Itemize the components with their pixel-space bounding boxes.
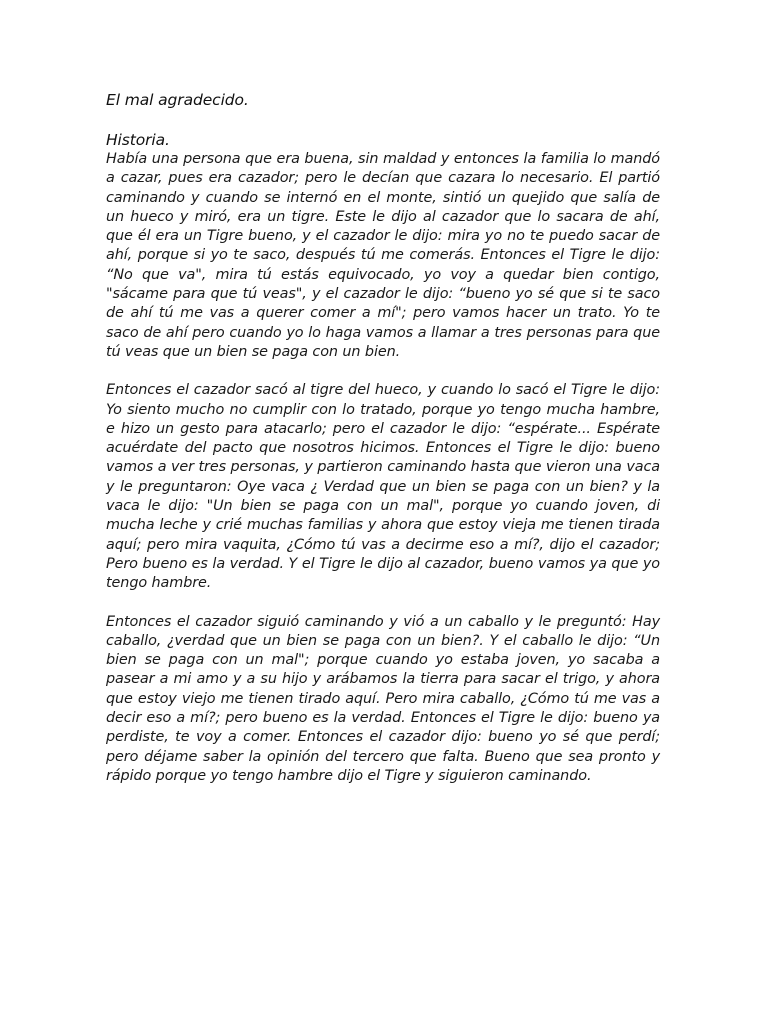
- document-page: [106, 90, 660, 805]
- section-heading: Historia.: [106, 131, 170, 149]
- document-title: El mal agradecido.: [106, 91, 249, 109]
- paragraph-3: Entonces el cazador siguió caminando y vió a un caballo y le preguntó: Hay caballo, ¿verdad que un bien se paga con un bien?. Y el caballo le dijo: “Un bien se paga con un mal"; porque cuando yo estaba joven, yo sacaba a pasear a mi amo y a su hijo y arábamos la tierra para sacar el trigo, y ahora que estoy viejo me tienen tirado aquí. Pero mira caballo, ¿Cómo tú me vas a decir eso a mí?; pero bueno es la verdad. Entonces el Tigre le dijo: bueno ya perdiste, te voy a comer. Entonces el cazador dijo: bueno yo sé que perdí; pero déjame saber la opinión del tercero que falta. Bueno que sea pronto y rápido porque yo tengo hambre dijo el Tigre y siguieron caminando.: [106, 613, 660, 784]
- paragraph-1: Había una persona que era buena, sin maldad y entonces la familia lo mandó a cazar, pues era cazador; pero le decían que cazara lo necesario. El partió caminando y cuando se internó en el monte, sintió un quejido que salía de un hueco y miró, era un tigre. Este le dijo al cazador que lo sacara de ahí, que él era un Tigre bueno, y el cazador le dijo: mira yo no te puedo sacar de ahí, porque si yo te saco, después tú me comerás. Entonces el Tigre le dijo: “No que va", mira tú estás equivocado, yo voy a quedar bien contigo, "sácame para que tú veas", y el cazador le dijo: “bueno yo sé que si te saco de ahí tú me vas a querer comer a mí"; pero vamos hacer un trato. Yo te saco de ahí pero cuando yo lo haga vamos a llamar a tres personas para que tú veas que un bien se paga con un bien.: [106, 151, 660, 360]
- paragraph-2: Entonces el cazador sacó al tigre del hueco, y cuando lo sacó el Tigre le dijo: Yo siento mucho no cumplir con lo tratado, porque yo tengo mucha hambre, e hizo un gesto para atacarlo; pero el cazador le dijo: “espérate... Espérate acuérdate del pacto que nosotros hicimos. Entonces el Tigre le dijo: bueno vamos a ver tres personas, y partieron caminando hasta que vieron una vaca y le preguntaron: Oye vaca ¿ Verdad que un bien se paga con un bien? y la vaca le dijo: "Un bien se paga con un mal", porque yo cuando joven, di mucha leche y crié muchas familias y ahora que estoy vieja me tienen tirada aquí; pero mira vaquita, ¿Cómo tú vas a decirme eso a mí?, dijo el cazador; Pero bueno es la verdad. Y el Tigre le dijo al cazador, bueno vamos ya que yo tengo hambre.: [106, 382, 660, 592]
